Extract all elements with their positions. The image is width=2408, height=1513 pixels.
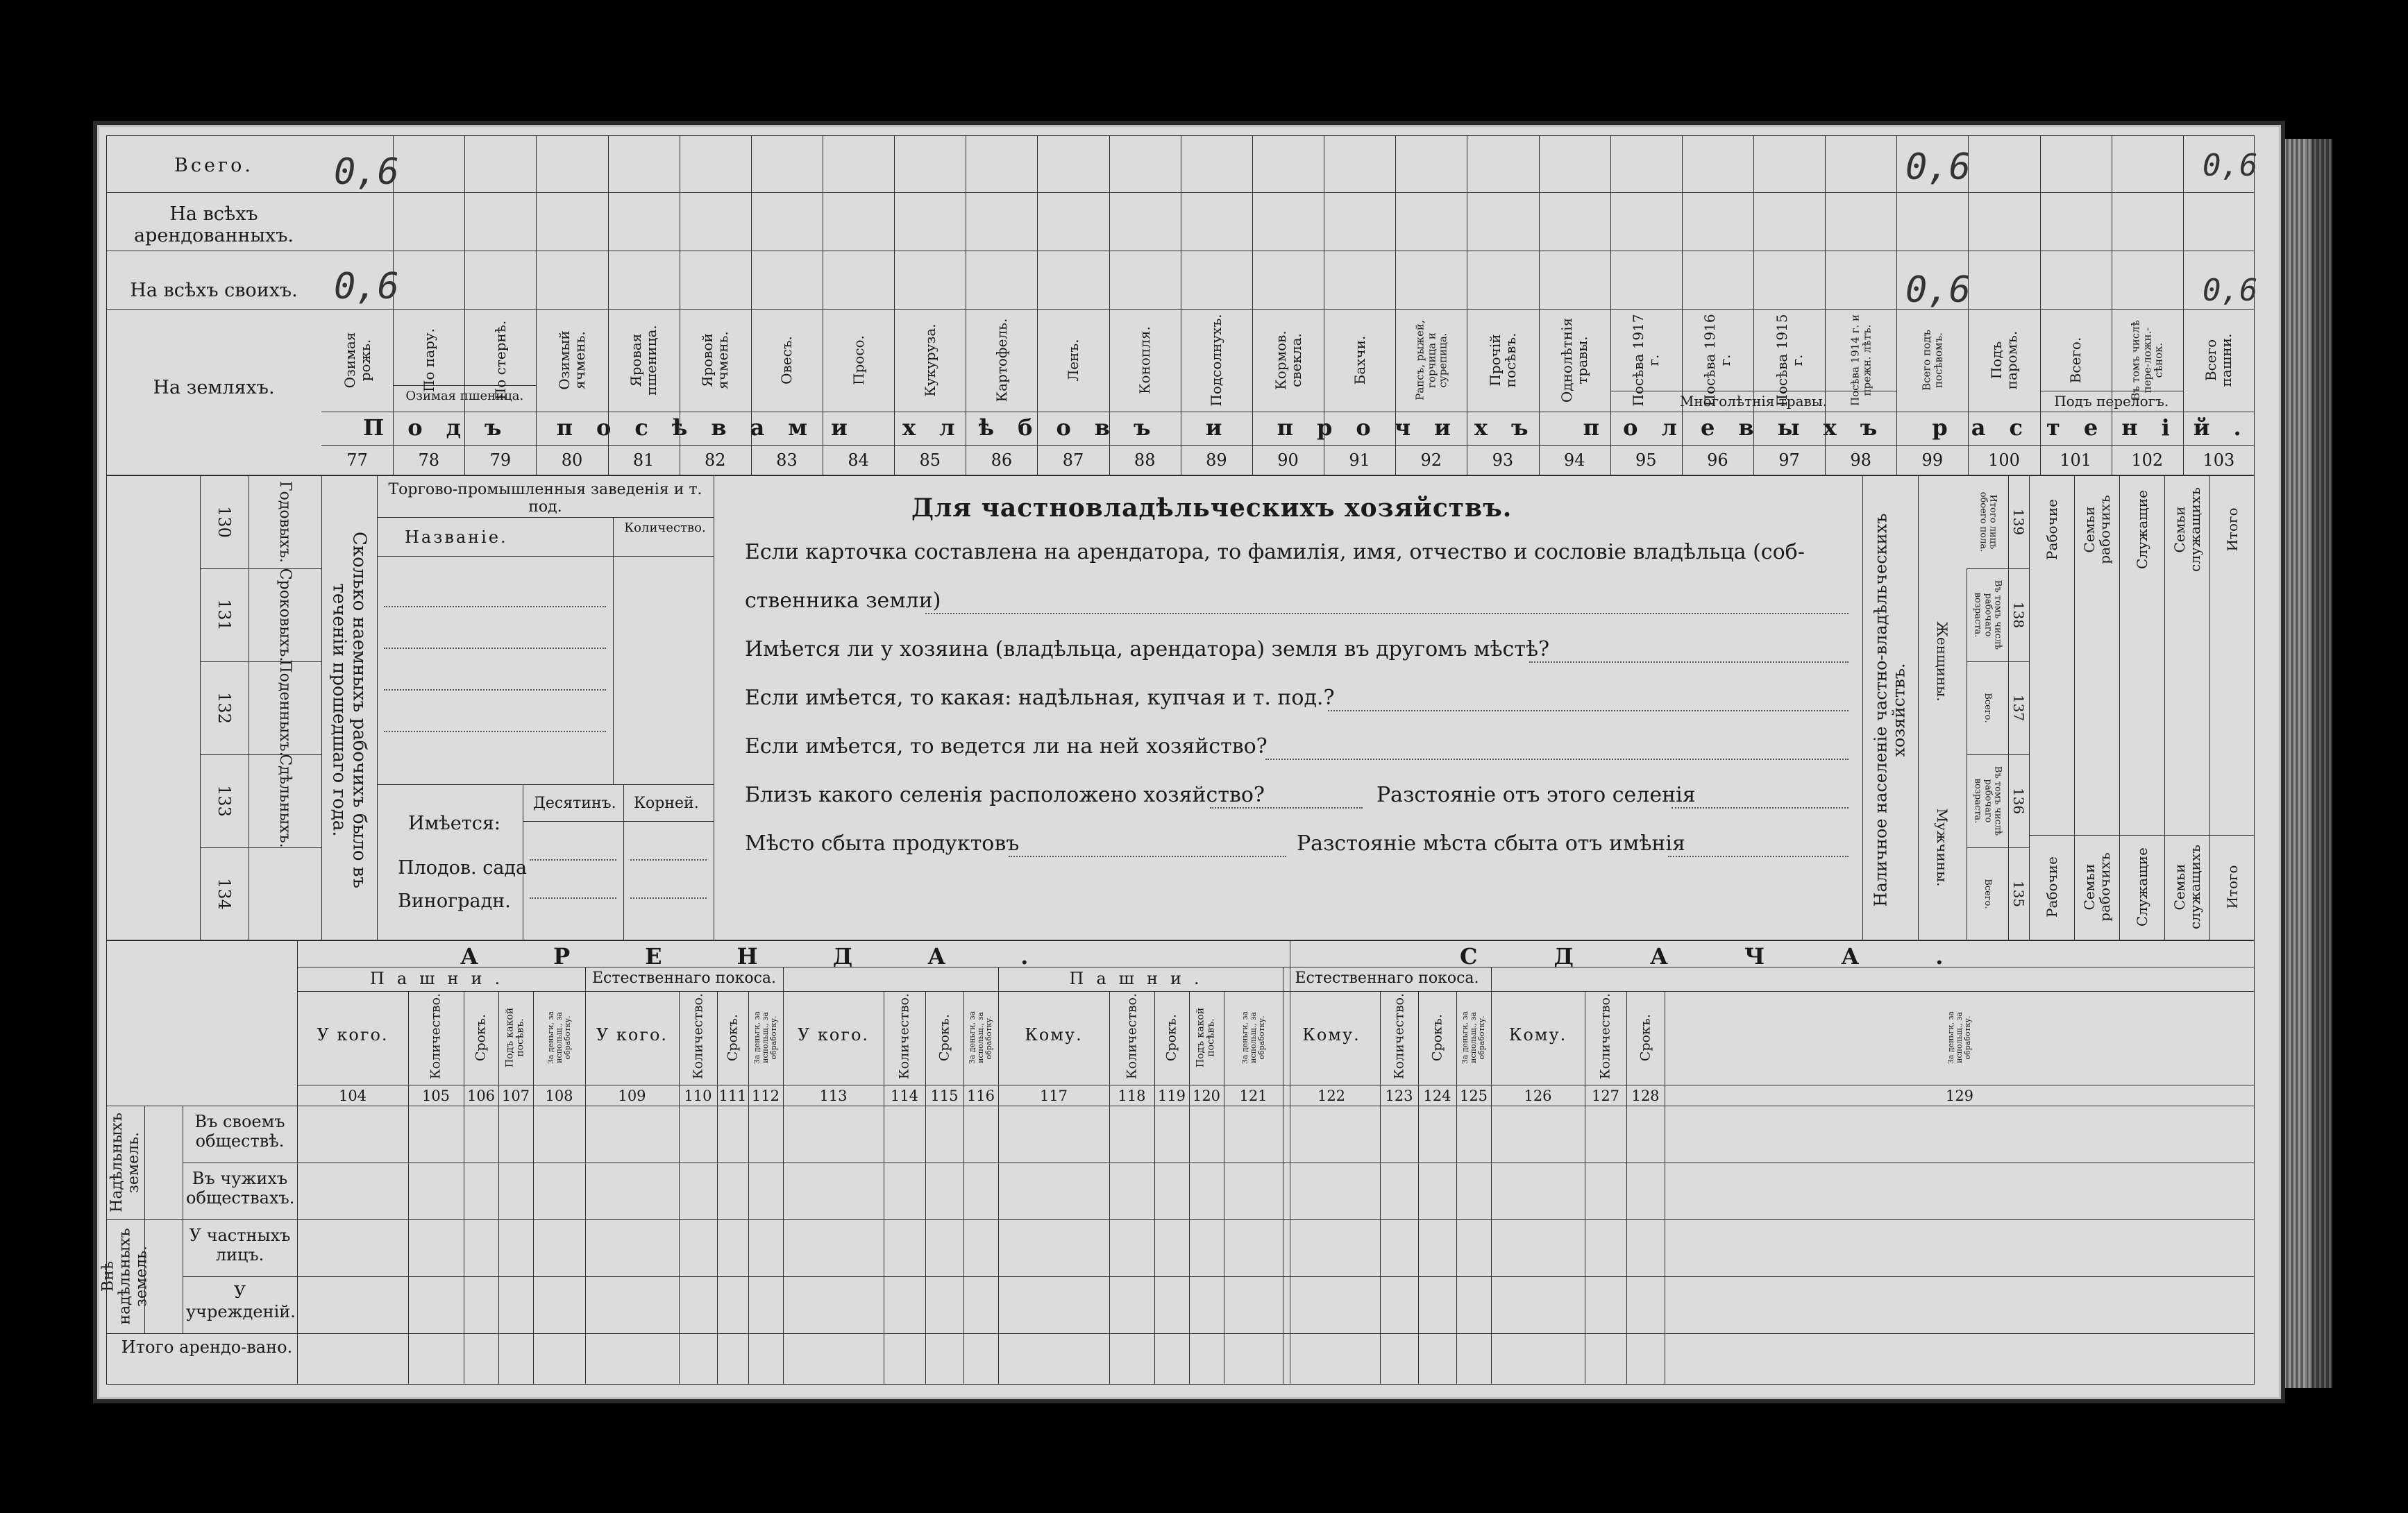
cattle-row-line [200,754,321,755]
crop-col-number: 94 [1563,450,1585,470]
lease-col-header: Количество. [1597,992,1613,1079]
staff-col-line [2074,475,2075,940]
staff-footer: Итого [2223,865,2241,909]
pop-number: 135 [2010,880,2027,908]
trade-title: Торгово-промышленныя заведенiя и т. под. [388,481,702,516]
lease-col-header: Количество. [428,992,444,1079]
lease-group-line [783,967,784,991]
hw-vsego-77: 0,6 [334,151,399,193]
lease-col-header: За деньги, за испольщ., за обработку. [1240,1011,1266,1065]
q2: Имѣется ли у хозяина (владѣльца, арендатора) земля въ другомъ мѣстѣ? [745,637,1550,661]
lease-col-line [1418,991,1419,1385]
staff-header: Итого [2223,507,2241,552]
cattle-row-label: Поденныхъ. [276,659,294,756]
crop-col-header: Яровой ячмень. [699,331,732,389]
vne-nadel-label: Внѣ надѣльныхъ земель. [99,1228,151,1325]
crop-col-number: 89 [1206,450,1227,470]
crop-col-header: Всего пашни. [2203,333,2235,387]
crop-col-header: Картофель. [993,318,1010,403]
crop-col-header: Всего подъ посѣвомъ. [1920,330,1944,391]
staff-header: Рабочие [2043,499,2060,560]
crop-col-header: Яровая пшеница. [628,325,660,396]
lease-col-line [1109,991,1110,1385]
crop-col-line [1825,135,1826,475]
row-arendovannykh: На всѣхъ арендованныхъ. [133,203,294,247]
lease-col-line [1626,991,1627,1385]
crop-col-number: 99 [1921,450,1944,470]
hired-question: Сколько наемныхъ рабочихъ было въ теченiи прошедшаго года. [329,532,370,888]
population-title: Наличное населенiе частно-владѣльческихъ хозяйствъ. [1871,513,1909,907]
lease-col-header: Кому. [1508,1025,1567,1045]
crop-col-line [2183,135,2184,475]
crop-col-header: Конопля. [1136,326,1154,394]
lease-col-header: Количество. [1391,992,1407,1079]
lease-col-header: Срокъ. [473,1013,489,1062]
lease-col-number: 112 [751,1088,780,1104]
cattle-row-label: Годовыхъ. [276,481,294,563]
pop-col-label: Въ томъ числѣ рабочаго возраста. [1972,766,2003,836]
crop-col-header: Подсолнухъ. [1208,314,1225,407]
crop-col-header: Овесъ. [778,336,795,384]
lease-col-header: Количество. [1124,992,1140,1079]
row-na-zemlyakh: На земляхъ. [153,377,275,398]
pop-row-line [1967,754,2029,755]
lease-col-line [783,991,784,1385]
lease-col-header: У кого. [317,1025,389,1045]
crop-col-header: Бахчи. [1351,335,1368,385]
crop-col-line [1395,135,1396,475]
crop-col-line [1109,135,1110,475]
lease-col-number: 116 [966,1088,995,1104]
staff-footer: Семьи рабочихъ [2080,852,2113,922]
hw-svoikh-99: 0,6 [1905,269,1971,311]
lease-col-number: 113 [819,1088,848,1104]
crop-col-line [536,135,537,475]
crop-col-number: 93 [1492,450,1514,470]
lease-col-number: 121 [1239,1088,1268,1104]
crop-col-header: Кормов. свекла. [1272,330,1304,390]
cattle-row-line [200,847,321,848]
lease-col-line [1154,991,1155,1385]
lease-col-number: 123 [1385,1088,1413,1104]
crop-col-number: 86 [991,450,1013,470]
lease-col-number: 125 [1459,1088,1488,1104]
crop-col-header: Озимый ячмень. [556,330,589,390]
crop-col-header: По стернѣ. [491,320,509,400]
row-vsego: Всего. [174,155,253,176]
q4: Если имѣется, то ведется ли на ней хозяйство? [745,734,1268,759]
lease-group-label: Пашни. [369,969,513,988]
crop-col-header: Посѣва 1915 г. [1773,314,1805,407]
private-title: Для частновладѣльческихъ хозяйствъ. [911,493,1513,523]
lease-group-line [585,967,586,991]
crop-col-number: 91 [1349,450,1370,470]
lease-col-number: 120 [1192,1088,1221,1104]
cattle-row-number: 131 [214,599,235,631]
lease-col-line [408,991,409,1385]
hw-svoikh-103: 0,6 [2203,273,2258,308]
lease-col-line [998,991,999,1385]
crop-col-header: Въ томъ числѣ пере-ложн.-сѣнок. [2129,320,2165,400]
staff-footer: Служащие [2133,847,2150,927]
crop-col-header: Кукуруза. [921,323,938,397]
crop-col-number: 102 [2131,450,2164,470]
lease-group-label: Естественнаго покоса. [591,970,776,987]
lease-col-header: Кому. [1302,1025,1361,1045]
q3: Если имѣется, то какая: надѣльная, купчая и т. под.? [745,686,1335,710]
lease-col-number: 127 [1591,1088,1620,1104]
row-chastnykh: У частныхъ лицъ. [189,1226,291,1265]
pop-number: 136 [2010,787,2027,815]
lease-col-number: 110 [684,1088,712,1104]
staff-col-line [2209,475,2210,940]
q5: Близъ какого селенiя расположено хозяйство? [745,783,1265,807]
staff-header: Семьи рабочихъ [2080,495,2113,564]
pop-row-line [1967,847,2029,848]
row-svoem: Въ своемъ обществѣ. [194,1112,285,1151]
crop-col-header: Прочiй посѣвъ. [1486,332,1519,388]
crop-col-line [1252,135,1253,475]
crop-col-line [1753,135,1754,475]
trade-name-header: Названiе. [405,527,508,547]
pop-col-label: Всего. [1982,879,1994,909]
lease-col-number: 126 [1524,1088,1552,1104]
crop-col-line [393,135,394,475]
crop-col-header: Всего. [2067,337,2085,384]
lease-col-line [717,991,718,1385]
lease-group-label: Естественнаго покоса. [1295,970,1479,987]
pop-row-line [1967,661,2029,662]
crop-col-number: 77 [346,450,368,470]
crop-col-number: 92 [1420,450,1442,470]
q5b: Разстоянiе отъ этого селенiя [1376,783,1696,807]
staff-header: Служащие [2133,490,2150,569]
arenda-title: АРЕНДА. [460,943,1104,970]
crop-col-number: 101 [2060,450,2092,470]
cattle-row-number: 130 [214,506,235,538]
staff-col-line [2164,475,2165,940]
q6b: Разстоянiе мѣста сбыта отъ имѣнiя [1297,831,1685,856]
wheat-subline [393,385,536,386]
pop-women-label: Женщины. [1934,621,1951,702]
hw-vsego-99: 0,6 [1905,146,1971,188]
crop-col-header: Посѣва 1914 г. и прежн. лѣтъ. [1849,314,1873,407]
pop-col-label: Всего. [1982,693,1994,723]
pop-men-label: Мужчины. [1934,808,1951,887]
lease-col-header: Срокъ. [1637,1013,1653,1062]
lease-group-line [998,967,999,991]
crop-col-number: 100 [1988,450,2020,470]
lease-col-line [925,991,926,1385]
lease-col-header: У кого. [797,1025,870,1045]
lease-col-header: За деньги, за испольщ., за обработку. [967,1011,994,1065]
lease-col-number: 124 [1423,1088,1451,1104]
lease-col-number: 117 [1039,1088,1068,1104]
crop-col-number: 96 [1707,450,1728,470]
crop-col-header: Озимая рожь. [341,332,373,389]
q6: Мѣсто сбыта продуктовъ [745,831,1020,856]
crop-col-header: Рапсъ, рыжей, горчица и сурепица. [1413,320,1449,400]
crop-col-line [1539,135,1540,475]
lease-col-number: 122 [1317,1088,1346,1104]
crop-col-line [464,135,465,475]
lease-col-line [679,991,680,1385]
crop-col-header: Посѣва 1916 г. [1701,314,1734,407]
lease-col-header: За деньги, за испольщ., за обработку. [1946,1011,1973,1065]
crop-col-number: 90 [1277,450,1299,470]
q1a: Если карточка составлена на арендатора, то фамилiя, имя, отчество и сословiе владѣльца (соб- [745,540,1805,564]
perelog-label: Подъ перелогъ. [2054,393,2169,409]
lease-col-line [1491,991,1492,1385]
cattle-row-line [200,661,321,662]
lease-col-header: За деньги, за испольщ., за обработку. [546,1011,572,1065]
lease-col-number: 107 [501,1088,530,1104]
staff-header: Семьи служащихъ [2171,487,2203,572]
lease-col-line [963,991,964,1385]
page-edges-right-2 [2305,139,2332,1388]
crop-col-number: 95 [1635,450,1657,470]
lease-col-number: 119 [1157,1088,1186,1104]
row-uchrezhdeniy: У учрежденiй. [186,1283,296,1321]
lease-col-number: 128 [1631,1088,1660,1104]
crop-col-header: Посѣва 1917 г. [1630,314,1662,407]
lease-col-header: Подъ какой посѣвъ. [1195,1007,1217,1068]
lease-col-header: Срокъ. [936,1013,952,1062]
lease-col-header: Количество. [690,992,706,1079]
pop-number: 138 [2010,601,2027,629]
lease-group-line [1491,967,1492,991]
crop-col-number: 103 [2203,450,2235,470]
row-chuzhikh: Въ чужихъ обществахъ. [186,1169,295,1208]
crop-col-line [1037,135,1038,475]
lease-col-number: 129 [1945,1088,1974,1104]
sad-label: Плодов. сада [398,857,528,879]
cattle-row-number: 134 [214,878,235,910]
lease-col-header: Срокъ. [1429,1013,1445,1062]
lease-col-number: 109 [618,1088,646,1104]
pop-col-label: Итого лицъ обоего пола. [1978,491,1998,552]
q1b: ственника земли) [745,589,941,613]
lease-col-line [1456,991,1457,1385]
crop-col-line [894,135,895,475]
crop-col-number: 81 [632,450,655,470]
lease-col-number: 115 [930,1088,959,1104]
lease-col-number: 106 [466,1088,496,1104]
pop-row-line [1967,568,2029,569]
census-card [97,125,2281,1399]
wheat-label: Озимая пшеница. [405,389,524,403]
lease-col-number: 111 [718,1088,747,1104]
crop-col-line [1610,135,1611,475]
crop-col-line [1896,135,1897,475]
lease-col-header: Срокъ. [1163,1013,1179,1062]
crop-col-number: 87 [1062,450,1084,470]
crop-col-number: 98 [1850,450,1871,470]
cattle-row-label: Сдѣльныхъ. [276,754,294,848]
lease-col-line [1189,991,1190,1385]
lease-col-header: За деньги, за испольщ., за обработку. [752,1011,779,1065]
nadel-label: Надѣльныхъ земель. [108,1113,142,1212]
crop-col-header: По пару. [420,328,437,393]
imeetsya-label: Имѣется: [408,813,500,834]
lease-col-header: Подъ какой посѣвъ. [504,1007,526,1068]
crop-col-line [2040,135,2041,475]
crop-col-line [1682,135,1683,475]
crop-col-number: 80 [561,450,583,470]
korney-header: Корней. [634,795,699,812]
lease-col-line [585,991,586,1385]
hw-vsego-103: 0,6 [2203,148,2258,183]
cattle-row-line [200,568,321,569]
lease-col-line [748,991,749,1385]
crop-col-header: Просо. [850,335,867,385]
lease-col-header: Кому. [1025,1025,1083,1045]
lease-col-number: 114 [890,1088,919,1104]
crop-col-number: 79 [489,450,512,470]
sdacha-title: СДАЧА. [1460,943,2020,970]
lease-col-header: Количество. [896,992,912,1079]
crop-col-header: Подъ паромъ. [1987,330,2020,390]
pop-number: 139 [2010,508,2027,536]
lease-col-line [498,991,499,1385]
crop-col-header: Ленъ. [1065,339,1082,382]
lease-col-header: У кого. [596,1025,668,1045]
crop-col-number: 78 [418,450,439,470]
perennial-label: Многолѣтнiя травы. [1679,393,1828,409]
crop-col-number: 97 [1778,450,1800,470]
row-svoikh: На всѣхъ своихъ. [130,280,298,301]
lease-col-number: 108 [545,1088,573,1104]
staff-footer: Семьи служащихъ [2171,845,2203,929]
lease-col-header: Срокъ. [725,1013,741,1062]
pop-col-label: Въ томъ числѣ рабочаго возраста. [1972,580,2003,650]
staff-footer: Рабочие [2043,856,2060,918]
crop-col-number: 88 [1134,450,1156,470]
crop-col-number: 82 [705,450,726,470]
crop-col-line [1968,135,1969,475]
cattle-row-number: 133 [214,785,235,817]
staff-col-line [2119,475,2120,940]
vinograd-label: Виноградн. [398,890,511,912]
cattle-row-number: 132 [214,692,235,724]
lease-col-number: 118 [1118,1088,1146,1104]
lease-col-number: 105 [421,1088,451,1104]
crop-col-line [751,135,752,475]
lease-col-line [533,991,534,1385]
pop-number: 137 [2010,694,2027,722]
lease-col-number: 104 [338,1088,367,1104]
desyatin-header: Десятинъ. [533,795,616,812]
hw-svoikh-77: 0,6 [334,266,399,307]
crop-col-number: 83 [776,450,798,470]
crop-col-number: 85 [919,450,941,470]
trade-qty-header: Количество. [624,521,706,535]
crop-col-number: 84 [848,450,869,470]
lease-col-line [1380,991,1381,1385]
crop-col-line [608,135,609,475]
row-itogo: Итого арендо-вано. [121,1337,293,1357]
crops-banner: Подъ посѣвами хлѣбовъ и прочихъ полевыхъ растенiй. [363,414,2265,441]
lease-col-header: За деньги, за испольщ., за обработку. [1460,1011,1487,1065]
cattle-row-label: Сроковыхъ. [276,568,294,662]
lease-group-label: Пашни. [1069,969,1212,988]
crop-col-header: Однолѣтнiя травы. [1558,317,1591,403]
pop-num-col [2008,475,2009,940]
